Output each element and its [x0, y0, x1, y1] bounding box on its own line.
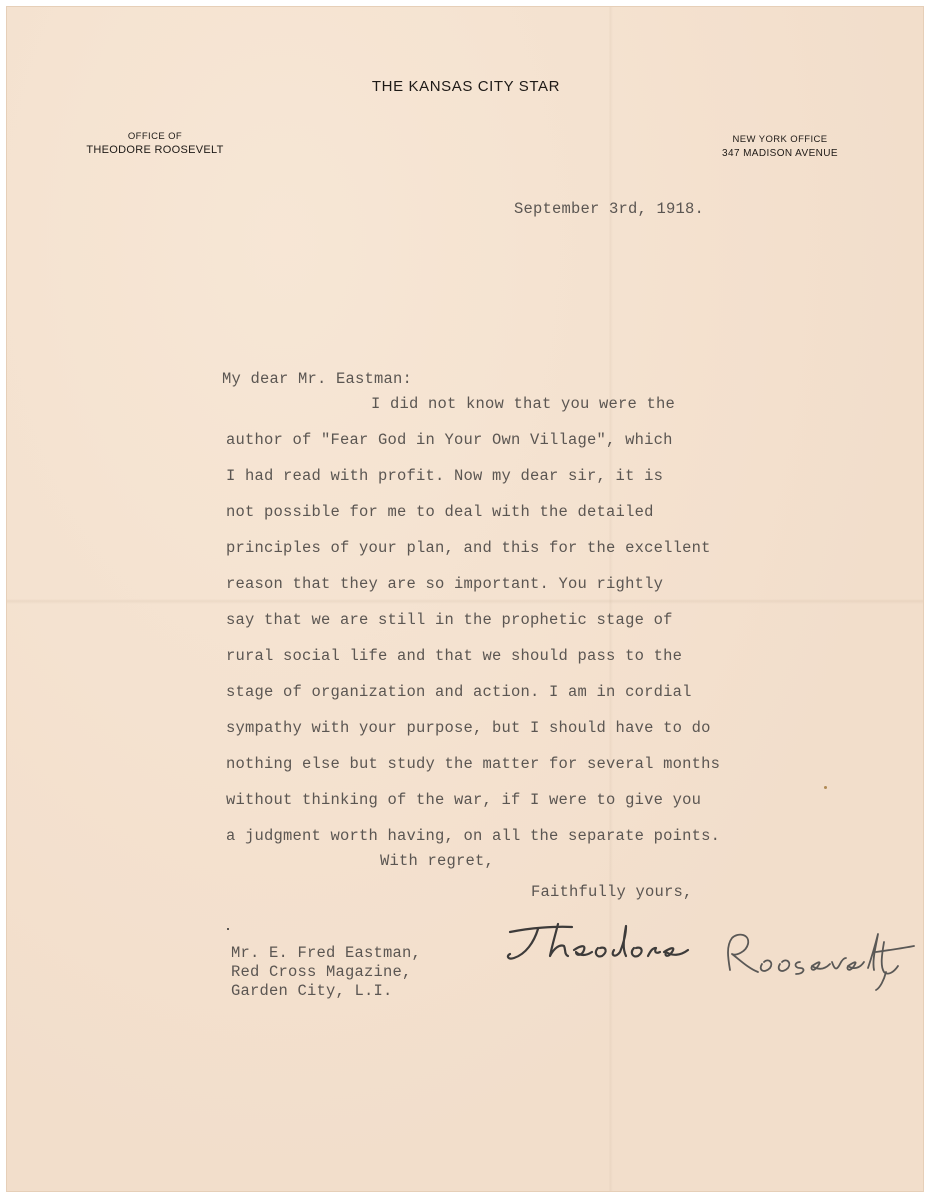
office-left-name: THEODORE ROOSEVELT	[86, 144, 224, 156]
office-right-address: 347 MADISON AVENUE	[722, 148, 838, 159]
body-line: nothing else but study the matter for several months	[226, 755, 721, 773]
recipient-line: Mr. E. Fred Eastman,	[231, 944, 422, 962]
regret-line: With regret,	[380, 852, 495, 870]
closing-line: Faithfully yours,	[531, 883, 693, 901]
body-line: a judgment worth having, on all the separate points.	[226, 827, 721, 845]
body-line: not possible for me to deal with the detailed	[226, 503, 654, 521]
letter-date: September 3rd, 1918.	[514, 200, 705, 218]
letterhead-title: THE KANSAS CITY STAR	[371, 78, 561, 95]
body-line: sympathy with your purpose, but I should have to do	[226, 719, 711, 737]
body-line: author of "Fear God in Your Own Village", which	[226, 431, 673, 449]
office-left-label: OFFICE OF	[127, 131, 183, 142]
ink-speck	[824, 786, 827, 789]
recipient-line: Red Cross Magazine,	[231, 963, 412, 981]
body-line: I did not know that you were the	[371, 395, 676, 413]
body-line: without thinking of the war, if I were to give you	[226, 791, 702, 809]
office-right-label: NEW YORK OFFICE	[732, 134, 828, 145]
ink-mark	[227, 928, 229, 930]
recipient-address	[231, 944, 421, 1001]
salutation: My dear Mr. Eastman:	[222, 370, 413, 388]
body-line: reason that they are so important. You rightly	[226, 575, 664, 593]
body-line: principles of your plan, and this for the excellent	[226, 539, 711, 557]
body-line: I had read with profit. Now my dear sir, it is	[226, 467, 664, 485]
recipient-line: Garden City, L.I.	[231, 982, 393, 1000]
body-line: stage of organization and action. I am in cordial	[226, 683, 692, 701]
office-right-block	[708, 134, 852, 159]
office-left-block	[80, 131, 230, 156]
signature-image	[500, 912, 920, 992]
letter-body	[226, 392, 720, 860]
body-line: rural social life and that we should pass to the	[226, 647, 683, 665]
body-line: say that we are still in the prophetic stage of	[226, 611, 673, 629]
